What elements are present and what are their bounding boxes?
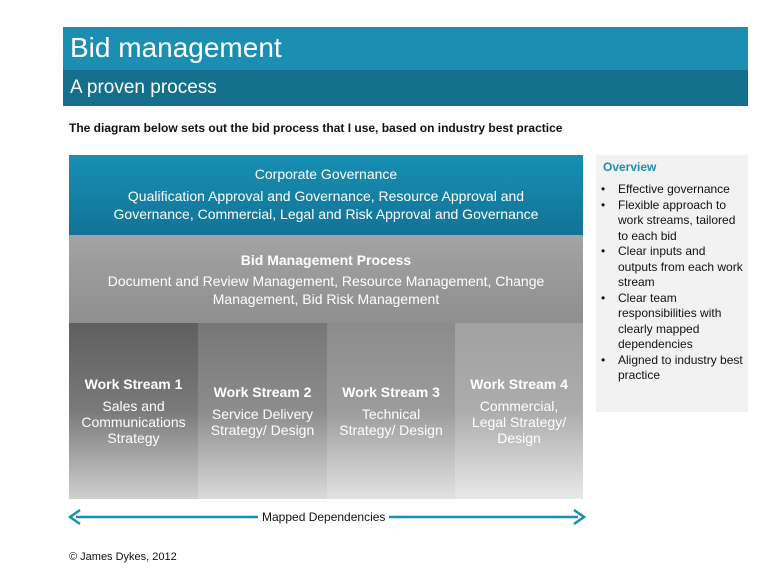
overview-panel — [596, 155, 748, 412]
overview-item — [601, 291, 743, 353]
title-bar — [63, 27, 748, 70]
mapped-dependencies-label: Mapped Dependencies — [258, 510, 389, 524]
work-stream-title: Work Stream 4 — [470, 376, 568, 392]
overview-item-text: Aligned to industry best practice — [618, 352, 743, 382]
work-stream-desc: Technical Strategy/ Design — [339, 406, 443, 438]
bullet-icon: • — [601, 244, 606, 258]
overview-item-text: Flexible approach to work streams, tailored to each bid — [618, 197, 736, 243]
intro-text: The diagram below sets out the bid process that I use, based on industry best practice — [69, 121, 563, 135]
overview-item — [601, 198, 743, 245]
governance-title: Corporate Governance — [254, 166, 398, 182]
work-stream-desc: Service Delivery Strategy/ Design — [210, 406, 315, 438]
overview-title: Overview — [603, 160, 657, 174]
bullet-icon: • — [601, 182, 606, 196]
bullet-icon: • — [601, 352, 606, 367]
work-stream-title: Work Stream 3 — [342, 384, 440, 400]
overview-item — [601, 244, 743, 291]
subtitle-bar — [63, 70, 748, 106]
work-stream-1 — [69, 323, 198, 499]
bullet-icon: • — [601, 197, 606, 212]
bid-process-title: Bid Management Process — [240, 252, 412, 268]
overview-item — [601, 353, 743, 384]
page-title: Bid management — [70, 32, 282, 63]
overview-list — [601, 182, 743, 384]
work-stream-2 — [198, 323, 327, 499]
work-stream-title: Work Stream 2 — [213, 384, 312, 400]
bid-management-process-box — [69, 235, 583, 323]
work-stream-desc: Commercial, Legal Strategy/ Design — [471, 398, 567, 446]
governance-body: Qualification Approval and Governance, Resource Approval and Governance, Commercial, Legal and Risk Approval and Governance — [113, 188, 539, 222]
work-stream-title: Work Stream 1 — [84, 376, 183, 392]
overview-item-text: Effective governance — [618, 182, 730, 196]
work-stream-desc: Sales and Communications Strategy — [81, 398, 186, 446]
work-stream-3 — [327, 323, 455, 499]
copyright-text: © James Dykes, 2012 — [69, 551, 177, 563]
bid-process-body: Document and Review Management, Resource Management, Change Management, Bid Risk Management — [107, 273, 545, 307]
work-stream-4 — [455, 323, 583, 499]
bullet-icon: • — [601, 290, 606, 305]
overview-item-text: Clear team responsibilities with clearly mapped dependencies — [618, 290, 722, 351]
overview-item-text: Clear inputs and outputs from each work stream — [618, 244, 743, 289]
page-subtitle: A proven process — [70, 77, 217, 98]
corporate-governance-box — [69, 155, 583, 235]
overview-item — [601, 182, 743, 198]
